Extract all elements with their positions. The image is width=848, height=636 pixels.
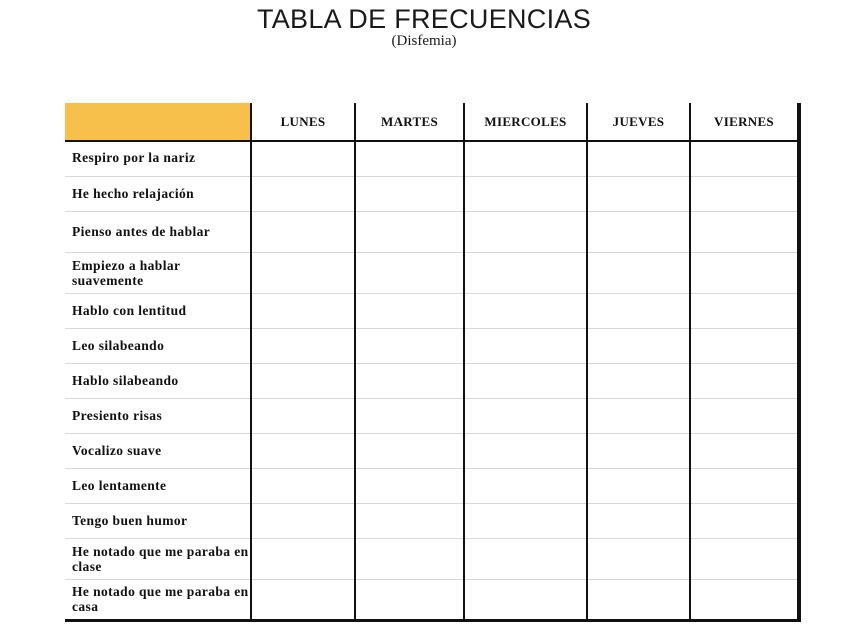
entry-cell[interactable]	[251, 503, 355, 538]
entry-cell[interactable]	[690, 363, 799, 398]
entry-cell[interactable]	[464, 211, 587, 252]
entry-cell[interactable]	[587, 293, 690, 328]
row-label: He notado que me paraba en clase	[65, 538, 251, 579]
entry-cell[interactable]	[355, 363, 464, 398]
corner-cell	[65, 103, 251, 141]
entry-cell[interactable]	[690, 538, 799, 579]
row-label: Pienso antes de hablar	[65, 211, 251, 252]
entry-cell[interactable]	[587, 141, 690, 176]
entry-cell[interactable]	[464, 503, 587, 538]
entry-cell[interactable]	[464, 176, 587, 211]
entry-cell[interactable]	[251, 468, 355, 503]
entry-cell[interactable]	[587, 211, 690, 252]
entry-cell[interactable]	[587, 503, 690, 538]
table-row	[65, 468, 799, 503]
entry-cell[interactable]	[464, 468, 587, 503]
page-subtitle: (Disfemia)	[391, 33, 457, 49]
column-header-martes: MARTES	[355, 103, 464, 141]
entry-cell[interactable]	[690, 398, 799, 433]
entry-cell[interactable]	[587, 468, 690, 503]
row-label: Presiento risas	[65, 398, 251, 433]
entry-cell[interactable]	[690, 433, 799, 468]
entry-cell[interactable]	[251, 141, 355, 176]
entry-cell[interactable]	[690, 328, 799, 363]
entry-cell[interactable]	[251, 433, 355, 468]
table-row	[65, 538, 799, 579]
header-row	[65, 103, 799, 141]
entry-cell[interactable]	[251, 252, 355, 293]
row-label: Empiezo a hablar suavemente	[65, 252, 251, 293]
entry-cell[interactable]	[464, 363, 587, 398]
table-row	[65, 252, 799, 293]
table-row	[65, 328, 799, 363]
entry-cell[interactable]	[355, 433, 464, 468]
row-label: Respiro por la nariz	[65, 141, 251, 176]
entry-cell[interactable]	[464, 433, 587, 468]
page-title: TABLA DE FRECUENCIAS	[256, 4, 592, 34]
row-label: He notado que me paraba en casa	[65, 579, 251, 620]
entry-cell[interactable]	[355, 141, 464, 176]
row-label: Hablo con lentitud	[65, 293, 251, 328]
entry-cell[interactable]	[251, 176, 355, 211]
column-header-jueves: JUEVES	[587, 103, 690, 141]
entry-cell[interactable]	[690, 176, 799, 211]
entry-cell[interactable]	[251, 363, 355, 398]
entry-cell[interactable]	[251, 211, 355, 252]
entry-cell[interactable]	[587, 363, 690, 398]
entry-cell[interactable]	[464, 398, 587, 433]
table-row	[65, 503, 799, 538]
row-label: Vocalizo suave	[65, 433, 251, 468]
entry-cell[interactable]	[251, 579, 355, 620]
entry-cell[interactable]	[355, 579, 464, 620]
table-row	[65, 211, 799, 252]
entry-cell[interactable]	[355, 293, 464, 328]
entry-cell[interactable]	[690, 141, 799, 176]
row-label: Leo silabeando	[65, 328, 251, 363]
column-header-viernes: VIERNES	[690, 103, 799, 141]
entry-cell[interactable]	[690, 252, 799, 293]
column-header-lunes: LUNES	[251, 103, 355, 141]
entry-cell[interactable]	[587, 398, 690, 433]
entry-cell[interactable]	[690, 211, 799, 252]
row-label: Tengo buen humor	[65, 503, 251, 538]
table-row	[65, 293, 799, 328]
entry-cell[interactable]	[690, 293, 799, 328]
entry-cell[interactable]	[355, 468, 464, 503]
frequency-table	[65, 103, 801, 622]
entry-cell[interactable]	[690, 468, 799, 503]
entry-cell[interactable]	[587, 538, 690, 579]
table-row	[65, 433, 799, 468]
entry-cell[interactable]	[464, 141, 587, 176]
entry-cell[interactable]	[587, 176, 690, 211]
column-header-miercoles: MIERCOLES	[464, 103, 587, 141]
entry-cell[interactable]	[464, 252, 587, 293]
entry-cell[interactable]	[464, 328, 587, 363]
row-label: Leo lentamente	[65, 468, 251, 503]
entry-cell[interactable]	[251, 398, 355, 433]
entry-cell[interactable]	[587, 433, 690, 468]
table-row	[65, 579, 799, 620]
entry-cell[interactable]	[251, 328, 355, 363]
entry-cell[interactable]	[355, 328, 464, 363]
entry-cell[interactable]	[355, 211, 464, 252]
table-row	[65, 363, 799, 398]
entry-cell[interactable]	[251, 293, 355, 328]
table-row	[65, 176, 799, 211]
entry-cell[interactable]	[690, 579, 799, 620]
entry-cell[interactable]	[587, 252, 690, 293]
entry-cell[interactable]	[690, 503, 799, 538]
entry-cell[interactable]	[251, 538, 355, 579]
entry-cell[interactable]	[355, 252, 464, 293]
entry-cell[interactable]	[464, 538, 587, 579]
entry-cell[interactable]	[464, 293, 587, 328]
row-label: Hablo silabeando	[65, 363, 251, 398]
row-label: He hecho relajación	[65, 176, 251, 211]
table-row	[65, 141, 799, 176]
entry-cell[interactable]	[587, 328, 690, 363]
table-row	[65, 398, 799, 433]
entry-cell[interactable]	[355, 538, 464, 579]
entry-cell[interactable]	[587, 579, 690, 620]
entry-cell[interactable]	[464, 579, 587, 620]
entry-cell[interactable]	[355, 398, 464, 433]
entry-cell[interactable]	[355, 176, 464, 211]
table-body	[65, 141, 799, 620]
entry-cell[interactable]	[355, 503, 464, 538]
